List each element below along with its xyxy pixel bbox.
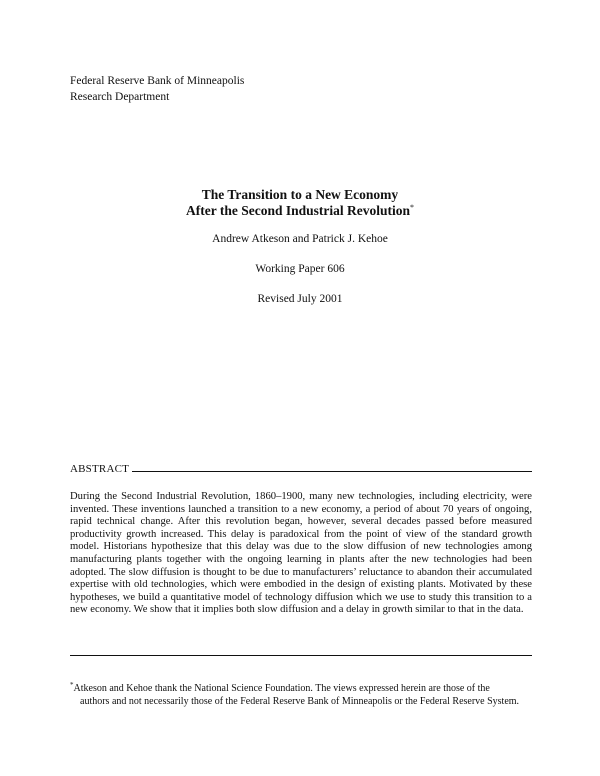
working-paper-number: Working Paper 606 [255,263,345,275]
footnote-mark: * [70,681,74,689]
paper-title [0,187,600,219]
footnote-line-1 [70,683,532,696]
title-line-1: The Transition to a New Economy [201,187,399,202]
abstract-heading-rule [132,471,532,472]
institution-header [70,73,244,105]
authors: Andrew Atkeson and Patrick J. Kehoe [212,233,388,245]
department-name: Research Department [70,91,170,103]
abstract-label: ABSTRACT [70,463,130,475]
title-line-2 [0,203,600,219]
institution-name: Federal Reserve Bank of Minneapolis [70,75,245,87]
title-footnote-mark: * [410,203,414,212]
footnote-text-1: Atkeson and Kehoe thank the National Science Foundation. The views expressed herein are those of the [73,683,490,694]
abstract-bottom-rule [70,655,532,656]
abstract-heading [70,463,532,475]
revision-date: Revised July 2001 [257,293,343,305]
footnote [70,683,532,708]
title-line-2-text: After the Second Industrial Revolution [185,203,410,218]
abstract-text: During the Second Industrial Revolution, 1860–1900, many new technologies, including electricity, were invented. These inventions launched a transition to a new economy, a period of about 70 years of ongoing, rapid technical change. After this revolution began, however, several decades passed before measured productivity growth increased. This delay is paradoxical from the point of view of the standard growth model. Historians hypothesize that this delay was due to the slow diffusion of new technologies among manufacturing plants together with the ongoing learning in plants after the new technologies had been adopted. The slow diffusion is thought to be due to manufacturers’ reluctance to abandon their accumulated expertise with old technologies, which were embodied in the design of existing plants. Motivated by these hypotheses, we build a quantitative model of technology diffusion which we use to study this transition to a new economy. We show that it implies both slow diffusion and a delay in growth similar to that in the data. [70,491,532,616]
footnote-line-2: authors and not necessarily those of the Federal Reserve Bank of Minneapolis or the Federal Reserve System. [80,695,520,707]
